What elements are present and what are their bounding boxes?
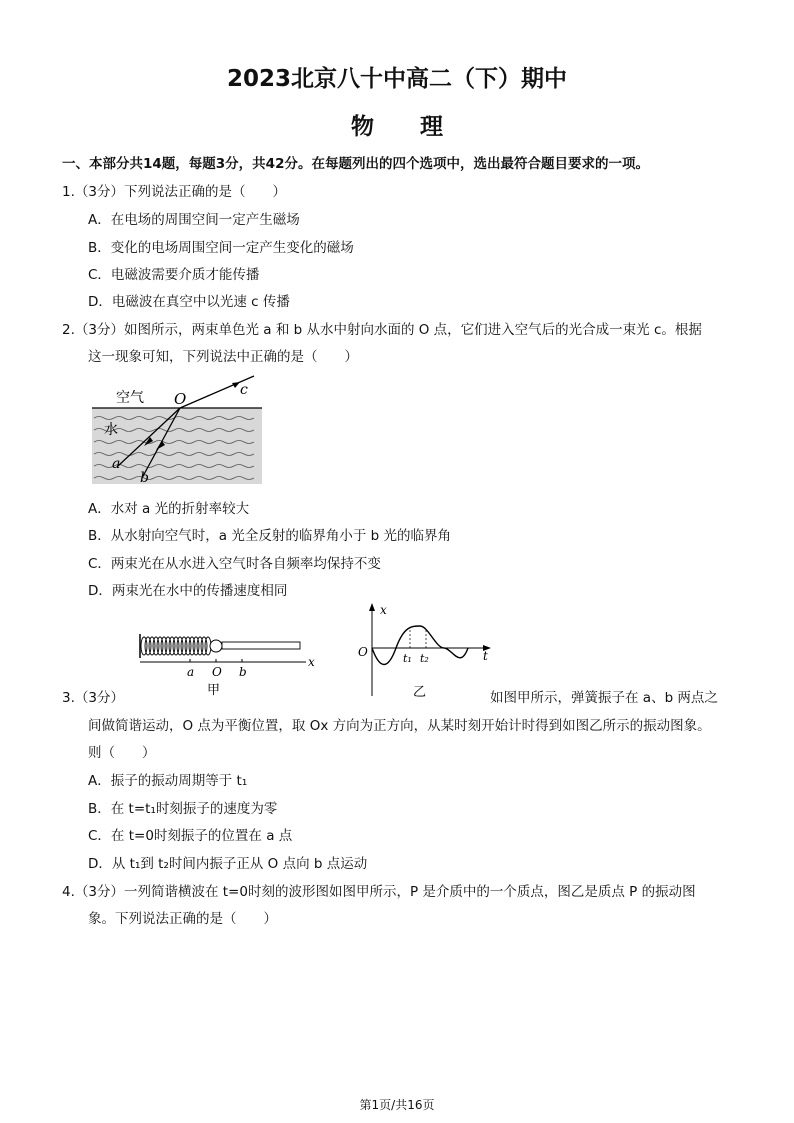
question-1-option-b: B．变化的电场周围空间一定产生变化的磁场 xyxy=(88,240,354,256)
label-b: b xyxy=(140,470,149,486)
question-3-option-b: B．在 t=t₁时刻振子的速度为零 xyxy=(88,801,278,817)
rod xyxy=(222,642,300,649)
label-c: c xyxy=(240,382,248,398)
caption-jia: 甲 xyxy=(207,683,221,698)
oscillator-ball xyxy=(210,640,222,652)
x-axis-arrow-icon xyxy=(369,603,375,611)
subject-title: 物理 xyxy=(351,114,489,140)
question-4-stem-line-1: 4.（3分）一列简谐横波在 t=0时刻的波形图如图甲所示，P 是介质中的一个质点，图乙是质点 P 的振动图 xyxy=(62,884,696,900)
water-region xyxy=(92,408,262,484)
question-1-stem: 1.（3分）下列说法正确的是（ ） xyxy=(62,184,286,200)
question-2-option-a: A．水对 a 光的折射率较大 xyxy=(88,501,250,517)
question-4-stem-line-2: 象。下列说法正确的是（ ） xyxy=(88,911,277,927)
label-a: a xyxy=(112,456,121,472)
label-a: a xyxy=(187,665,195,679)
question-3-stem-line-2: 间做简谐运动，O 点为平衡位置，取 Ox 方向为正方向，从某时刻开始计时得到如图乙所示的振动图象。 xyxy=(88,718,711,734)
question-3-stem-line-1: 如图甲所示，弹簧振子在 a、b 两点之 xyxy=(490,690,718,706)
spring-oscillator-figure xyxy=(136,628,322,702)
section-heading: 一、本部分共14题，每题3分，共42分。在每题列出的四个选项中，选出最符合题目要求的一项。 xyxy=(62,156,649,172)
page-title: 2023北京八十中高二（下）期中 xyxy=(226,66,567,92)
question-3-stem-number: 3.（3分） xyxy=(62,690,124,706)
label-t2: t₂ xyxy=(420,652,429,665)
label-o: O xyxy=(212,665,222,679)
label-air: 空气 xyxy=(116,390,144,406)
question-3-stem-line-3: 则（ ） xyxy=(88,745,156,761)
question-2-option-d: D．两束光在水中的传播速度相同 xyxy=(88,583,288,599)
label-b: b xyxy=(239,665,247,679)
vibration-graph-figure xyxy=(350,600,500,702)
question-3-option-a: A．振子的振动周期等于 t₁ xyxy=(88,773,248,789)
question-2-stem-line-1: 2.（3分）如图所示，两束单色光 a 和 b 从水中射向水面的 O 点，它们进入空气后的光合成一束光 c。根据 xyxy=(62,322,702,338)
question-2-stem-line-2: 这一现象可知，下列说法中正确的是（ ） xyxy=(88,349,358,365)
refraction-figure xyxy=(90,374,270,486)
question-1-option-d: D．电磁波在真空中以光速 c 传播 xyxy=(88,294,290,310)
page-footer: 第1页/共16页 xyxy=(359,1098,435,1112)
label-point-o: O xyxy=(174,390,187,408)
label-x: x xyxy=(380,603,387,617)
question-1-option-a: A．在电场的周围空间一定产生磁场 xyxy=(88,212,300,228)
label-t1: t₁ xyxy=(403,652,412,665)
label-water: 水 xyxy=(104,422,118,438)
label-o: O xyxy=(358,645,368,659)
label-t: t xyxy=(483,649,488,663)
question-1-option-c: C．电磁波需要介质才能传播 xyxy=(88,267,260,283)
question-2-option-c: C．两束光在从水进入空气时各自频率均保持不变 xyxy=(88,556,381,572)
question-2-option-b: B．从水射向空气时，a 光全反射的临界角小于 b 光的临界角 xyxy=(88,528,451,544)
spring-coil xyxy=(141,637,211,655)
question-3-option-d: D．从 t₁到 t₂时间内振子正从 O 点向 b 点运动 xyxy=(88,856,368,872)
question-3-option-c: C．在 t=0时刻振子的位置在 a 点 xyxy=(88,828,293,844)
caption-yi: 乙 xyxy=(413,685,427,700)
label-x: x xyxy=(308,655,315,669)
